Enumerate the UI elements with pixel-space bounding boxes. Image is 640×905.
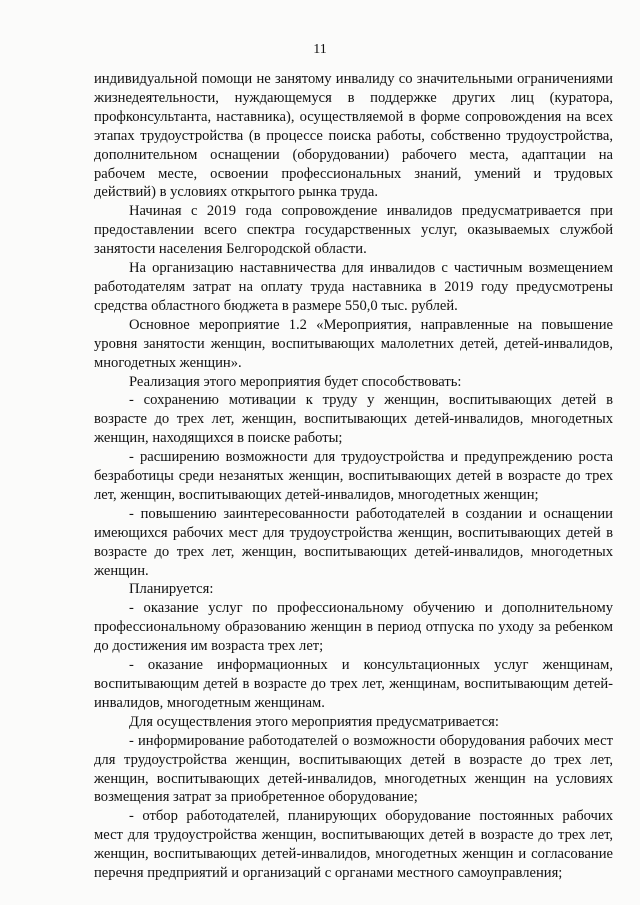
paragraph-implementation-intro: Реализация этого мероприятия будет способствовать:: [129, 373, 462, 390]
paragraph-mentoring-funding: На организацию наставничества для инвалидов с частичным возмещением работодателям затрат на оплату труда наставника в 2019 году предусмотрены средства областного бюджета в размере 550,0 тыс. рублей.: [94, 260, 613, 314]
paragraph-measures-intro: Для осуществления этого мероприятия предусматривается:: [129, 713, 499, 730]
list-item-training-services: - оказание услуг по профессиональному обучению и дополнительному профессиональному образованию женщин в период отпуска по уходу за ребенком до достижения им возраста трех лет;: [94, 600, 613, 655]
list-item-employer-selection: - отбор работодателей, планирующих оборудование постоянных рабочих мест для трудоустройства женщин, воспитывающих детей в возрасте до трех лет, женщин, воспитывающих детей-инвалидов, многодетных женщин и согласование перечня предприятий и организаций с органами местного самоуправления;: [94, 808, 613, 882]
list-item-motivation: - сохранению мотивации к труду у женщин, воспитывающих детей в возрасте до трех лет, женщин, воспитывающих детей-инвалидов, многодетных женщин, находящихся в поиске работы;: [94, 392, 613, 447]
list-item-employment-opportunities: - расширению возможности для трудоустройства и предупреждению роста безработицы среди незанятых женщин, воспитывающих детей в возрасте до трех лет, женщин, воспитывающих детей-инвалидов, многодетных женщин;: [94, 449, 613, 503]
paragraph-main-activity-1-2: Основное мероприятие 1.2 «Мероприятия, направленные на повышение уровня занятости женщин, воспитывающих малолетних детей, детей-инвалидов, многодетных женщин».: [94, 316, 613, 371]
page-number: 11: [313, 42, 327, 57]
paragraph-planned-intro: Планируется:: [129, 581, 214, 598]
list-item-employer-interest: - повышению заинтересованности работодателей в создании и оснащении имеющихся рабочих мест для трудоустройства женщин, воспитывающих детей в возрасте до трех лет, женщин, воспитывающих детей-инвалидов, многодетных женщин.: [94, 505, 613, 579]
paragraph-support-2019: Начиная с 2019 года сопровождение инвалидов предусматривается при предоставлении всего спектра государственных услуг, оказываемых службой занятости населения Белгородской области.: [94, 203, 613, 258]
document-body: [94, 70, 613, 883]
list-item-informing-employers: - информирование работодателей о возможности оборудования рабочих мест для трудоустройства женщин, воспитывающих детей в возрасте до трех лет, женщин, воспитывающих детей-инвалидов, многодетных женщин на условиях возмещения затрат за приобретенное оборудование;: [94, 732, 613, 806]
list-item-information-services: - оказание информационных и консультационных услуг женщинам, воспитывающим детей в возрасте до трех лет, женщинам, воспитывающим детей-инвалидов, многодетным женщинам.: [94, 657, 613, 711]
paragraph-continuation: индивидуальной помощи не занятому инвалиду со значительными ограничениями жизнедеятельности, нуждающемуся в поддержке других лиц (куратора, профконсультанта, наставника), осуществляемой в форме сопровождения на всех этапах трудоустройства (в процессе поиска работы, собственно трудоустройства, дополнительном оснащении (оборудовании) рабочего места, адаптации на рабочем месте, освоении профессиональных знаний, умений и трудовых действий) в условиях открытого рынка труда.: [94, 71, 613, 201]
